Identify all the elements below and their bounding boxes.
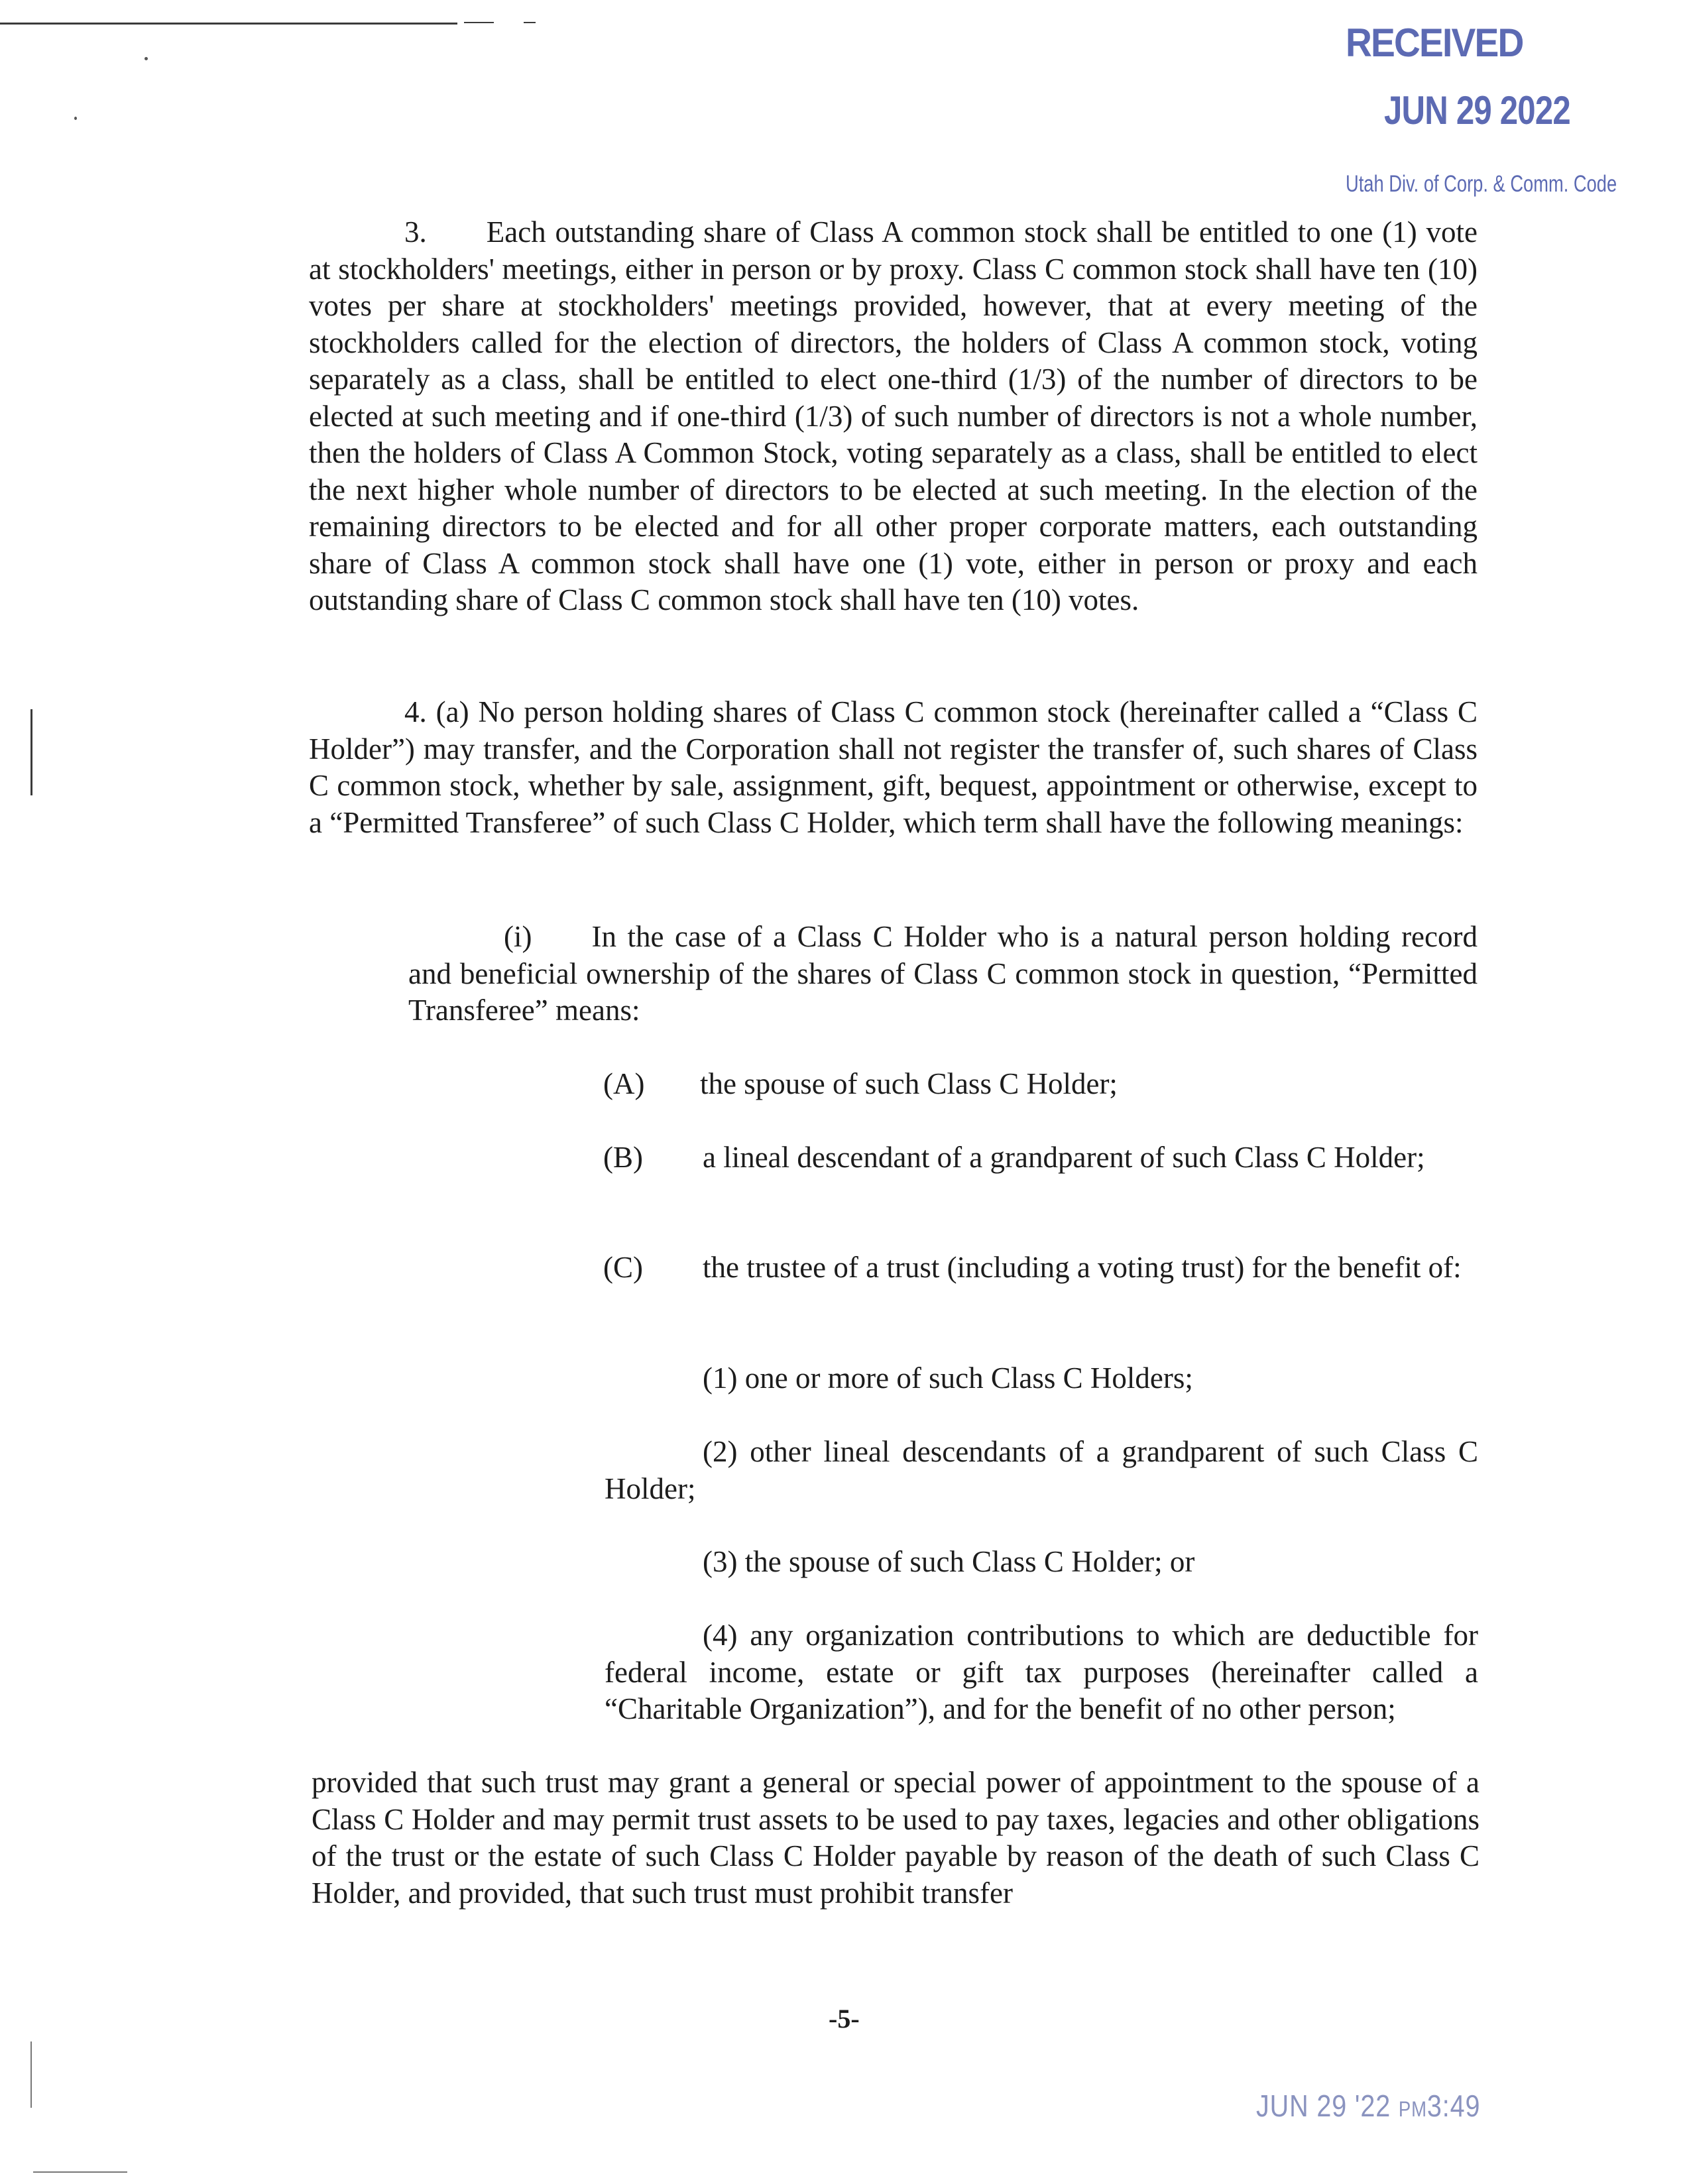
paragraph-4a: 4. (a) No person holding shares of Class C common stock (hereinafter called a “Class C Holder”) may transfer, and the Corporation shall not register the transfer of, such shares of Class C common stock, whether by sale, assignment, gift, bequest, appointment or otherwise, except to a “Permitted Transferee” of such Class C Holder, which term shall have the following meanings: xyxy=(309,695,1478,839)
paragraph-4a-i: (i) In the case of a Class C Holder who is a natural person holding record and beneficial ownership of the shares of Class C common stock in question, “Permitted Transferee” means: xyxy=(408,920,1478,1027)
scan-artifact-top-dash-2 xyxy=(524,22,536,23)
filing-time-stamp-ampm: PM xyxy=(1398,2097,1427,2121)
filing-time-stamp-date: JUN 29 '22 xyxy=(1256,2089,1391,2123)
clause-C: (C) the trustee of a trust (including a voting trust) for the benefit of: xyxy=(603,1251,1462,1284)
scan-artifact-top-line xyxy=(0,23,457,25)
clause-A xyxy=(603,1066,1478,1103)
clause-A-label: (A) xyxy=(603,1067,645,1100)
paragraph-3: 3. Each outstanding share of Class A common stock shall be entitled to one (1) vote at stockholders' meetings, either in person or by proxy. Class C common stock shall have ten (10) votes per share at stockholders' meetings provided, however, that at every meeting of the stockholders called for the election of directors, the holders of Class A common stock, voting separately as a class, shall be entitled to elect one-third (1/3) of the number of directors to be elected at such meeting and if one-third (1/3) of such number of directors is not a whole number, then the holders of Class A Common Stock, voting separately as a class, shall be entitled to elect the next higher whole number of directors to be elected at such meeting. In the election of the remaining directors to be elected and for all other proper corporate matters, each outstanding share of Class A common stock shall have one (1) vote, either in person or proxy and each outstanding share of Class C common stock shall have ten (10) votes. xyxy=(309,215,1478,616)
received-stamp-title: RECEIVED xyxy=(1346,21,1523,65)
scan-artifact-bottom-line xyxy=(33,2171,127,2173)
clause-A-text: the spouse of such Class C Holder; xyxy=(700,1067,1118,1100)
clause-C-3: (3) the spouse of such Class C Holder; or xyxy=(703,1545,1195,1578)
filing-time-stamp xyxy=(1256,2088,1480,2124)
clause-C-1: (1) one or more of such Class C Holders; xyxy=(703,1361,1193,1395)
proviso-paragraph: provided that such trust may grant a general or special power of appointment to the spouse of a Class C Holder and may permit trust assets to be used to pay taxes, legacies and other obligations of the trust or the estate of such Class C Holder payable by reason of the death of such Class C Holder, and provided, that such trust must prohibit transfer xyxy=(312,1766,1480,1910)
scan-artifact-left-bar xyxy=(30,709,32,795)
received-stamp-agency: Utah Div. of Corp. & Comm. Code xyxy=(1346,171,1617,197)
clause-C-4: (4) any organization contributions to which are deductible for federal income, estate or gift tax purposes (hereinafter called a “Charitable Organization”), and for the benefit of no other person; xyxy=(605,1619,1478,1725)
clause-B: (B) a lineal descendant of a grandparent of such Class C Holder; xyxy=(603,1141,1425,1174)
filing-time-stamp-time: 3:49 xyxy=(1426,2089,1481,2123)
scan-speck xyxy=(74,117,77,120)
scan-artifact-left-bar-bottom xyxy=(30,2041,32,2108)
scan-artifact-top-dash xyxy=(464,22,494,23)
clause-C-2: (2) other lineal descendants of a grandparent of such Class C Holder; xyxy=(605,1435,1478,1505)
page-number: -5- xyxy=(829,2004,860,2034)
scan-speck xyxy=(145,57,148,60)
received-stamp-date: JUN 29 2022 xyxy=(1384,88,1570,133)
